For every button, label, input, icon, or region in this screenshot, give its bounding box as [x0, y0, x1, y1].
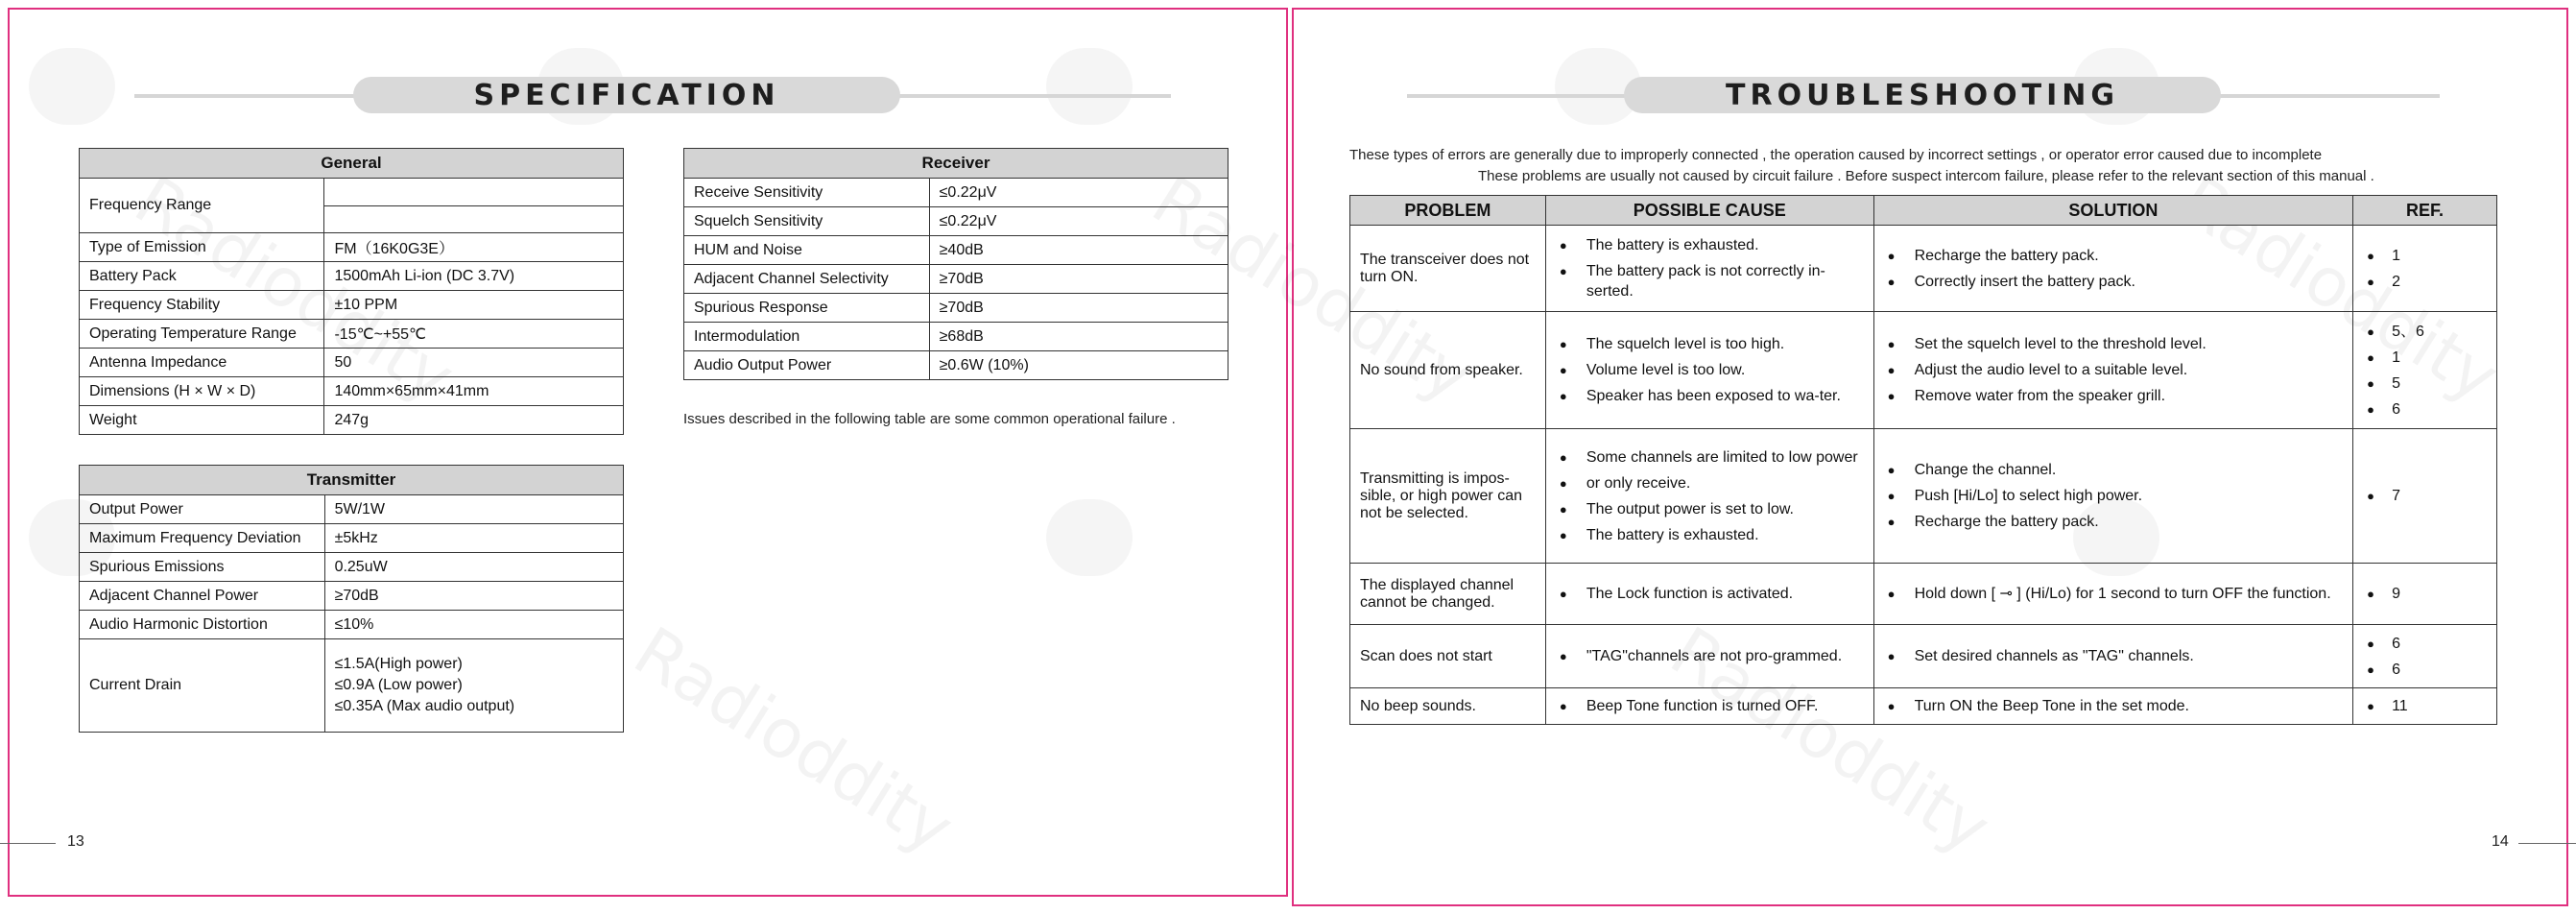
ref-item: ● 1 — [2363, 246, 2487, 266]
solution-item: ● Remove water from the speaker grill. — [1884, 386, 2343, 406]
page-edge-rule — [0, 843, 56, 844]
spec-value: ≥68dB — [929, 323, 1228, 351]
watermark-logo-icon — [1046, 499, 1133, 576]
spec-value: 1500mAh Li-ion (DC 3.7V) — [324, 262, 624, 291]
solution-item: ● Correctly insert the battery pack. — [1884, 272, 2343, 292]
spec-value: 5W/1W — [324, 495, 623, 524]
problem-cell: The transceiver does not turn ON. — [1350, 226, 1546, 312]
page-edge-rule — [2518, 843, 2576, 844]
spec-label: Adjacent Channel Power — [80, 582, 325, 611]
solution-item: ● Recharge the battery pack. — [1884, 246, 2343, 266]
cause-header: POSSIBLE CAUSE — [1545, 196, 1873, 226]
cause-item: ● Some channels are limited to low power — [1556, 447, 1864, 468]
spec-label: Frequency Stability — [80, 291, 324, 320]
spec-value: ≥0.6W (10%) — [929, 351, 1228, 380]
solution-cell — [1873, 226, 2352, 312]
ref-cell — [2353, 688, 2497, 725]
receiver-caption: Issues described in the following table are some common operational failure . — [683, 411, 1176, 427]
solution-item: ● Turn ON the Beep Tone in the set mode. — [1884, 696, 2343, 716]
cause-cell — [1545, 688, 1873, 725]
spec-value: ≥70dB — [929, 265, 1228, 294]
solution-item: ● Hold down [ ⊸ ] (Hi/Lo) for 1 second to turn OFF the function. — [1884, 584, 2343, 604]
page-number: 13 — [67, 833, 84, 850]
spec-value: ±10 PPM — [324, 291, 624, 320]
spec-value: -15℃~+55℃ — [324, 320, 624, 349]
cause-cell — [1545, 625, 1873, 688]
spec-label: Current Drain — [80, 639, 325, 733]
ref-item: ● 9 — [2363, 584, 2487, 604]
cause-item: ● The Lock function is activated. — [1556, 584, 1864, 604]
table-row — [1350, 688, 2497, 725]
current-drain-values — [324, 639, 623, 733]
table-row — [1350, 226, 2497, 312]
spec-label: Frequency Range — [80, 179, 324, 233]
left-page-frame — [8, 8, 1288, 897]
table-row — [1350, 564, 2497, 625]
solution-item: ● Change the channel. — [1884, 460, 2343, 480]
spec-label: Type of Emission — [80, 233, 324, 262]
solution-cell — [1873, 312, 2352, 429]
ref-item: ● 11 — [2363, 696, 2487, 716]
cause-item: ● The squelch level is too high. — [1556, 334, 1864, 354]
cause-cell — [1545, 226, 1873, 312]
spec-label: Weight — [80, 406, 324, 435]
cause-item: ● The output power is set to low. — [1556, 499, 1864, 519]
cause-item: ● The battery is exhausted. — [1556, 235, 1864, 255]
cause-cell — [1545, 429, 1873, 564]
spec-value: ±5kHz — [324, 524, 623, 553]
ref-header: REF. — [2353, 196, 2497, 226]
general-header: General — [80, 149, 624, 179]
spec-label: HUM and Noise — [684, 236, 930, 265]
spec-label: Dimensions (H × W × D) — [80, 377, 324, 406]
problem-cell: Scan does not start — [1350, 625, 1546, 688]
page-title: TROUBLESHOOTING — [1624, 77, 2221, 113]
spec-label: Squelch Sensitivity — [684, 207, 930, 236]
ref-item: ● 2 — [2363, 272, 2487, 292]
solution-item: ● Recharge the battery pack. — [1884, 512, 2343, 532]
ref-item: ● 6 — [2363, 660, 2487, 680]
cause-item: ● Speaker has been exposed to wa-ter. — [1556, 386, 1864, 406]
problem-cell: No sound from speaker. — [1350, 312, 1546, 429]
spec-label: Spurious Emissions — [80, 553, 325, 582]
page-title: SPECIFICATION — [353, 77, 900, 113]
cause-cell — [1545, 564, 1873, 625]
solution-item: ● Set desired channels as "TAG" channels. — [1884, 646, 2343, 666]
ref-item: ● 5 — [2363, 373, 2487, 394]
ref-item: ● 1 — [2363, 348, 2487, 368]
table-row — [1350, 429, 2497, 564]
spec-value: 247g — [324, 406, 624, 435]
problem-cell: Transmitting is impos-sible, or high power can not be selected. — [1350, 429, 1546, 564]
intro-line-2: These problems are usually not caused by circuit failure . Before suspect intercom failure, please refer to the relevant section of this manual . — [1478, 168, 2374, 184]
spec-value-blank — [324, 205, 624, 233]
spec-value — [324, 179, 624, 206]
troubleshooting-table — [1349, 195, 2497, 725]
ref-cell — [2353, 625, 2497, 688]
solution-item: ● Push [Hi/Lo] to select high power. — [1884, 486, 2343, 506]
cause-item: ● The battery pack is not correctly in-serted. — [1556, 261, 1864, 301]
intro-line-1: These types of errors are generally due to improperly connected , the operation caused by incorrect settings , or operator error caused due to incomplete — [1349, 147, 2323, 163]
cause-cell — [1545, 312, 1873, 429]
watermark-logo-icon — [29, 48, 115, 125]
page-number: 14 — [2492, 833, 2509, 850]
solution-cell — [1873, 564, 2352, 625]
spec-label: Maximum Frequency Deviation — [80, 524, 325, 553]
ref-item: ● 5、6 — [2363, 322, 2487, 342]
ref-cell — [2353, 429, 2497, 564]
ref-cell — [2353, 564, 2497, 625]
ref-item: ● 6 — [2363, 634, 2487, 654]
spec-label: Receive Sensitivity — [684, 179, 930, 207]
spec-label: Antenna Impedance — [80, 349, 324, 377]
specification-banner — [134, 77, 1171, 113]
cause-item: ● The battery is exhausted. — [1556, 525, 1864, 545]
table-row — [1350, 625, 2497, 688]
table-row — [1350, 312, 2497, 429]
general-spec-table — [79, 148, 624, 435]
ref-cell — [2353, 226, 2497, 312]
spec-value: ≥70dB — [929, 294, 1228, 323]
solution-item: ● Set the squelch level to the threshold level. — [1884, 334, 2343, 354]
troubleshooting-banner — [1407, 77, 2440, 113]
spec-value: ≥70dB — [324, 582, 623, 611]
solution-cell — [1873, 625, 2352, 688]
spec-value: 50 — [324, 349, 624, 377]
spec-value: 0.25uW — [324, 553, 623, 582]
spec-value: ≤0.22μV — [929, 179, 1228, 207]
spec-label: Intermodulation — [684, 323, 930, 351]
ref-item: ● 6 — [2363, 399, 2487, 420]
transmitter-header: Transmitter — [80, 466, 624, 495]
solution-cell — [1873, 429, 2352, 564]
ref-cell — [2353, 312, 2497, 429]
spec-value: ≤0.22μV — [929, 207, 1228, 236]
problem-header: PROBLEM — [1350, 196, 1546, 226]
spec-label: Output Power — [80, 495, 325, 524]
spec-label: Operating Temperature Range — [80, 320, 324, 349]
cause-item: ● or only receive. — [1556, 473, 1864, 493]
spec-label: Audio Harmonic Distortion — [80, 611, 325, 639]
solution-cell — [1873, 688, 2352, 725]
problem-cell: The displayed channel cannot be changed. — [1350, 564, 1546, 625]
receiver-spec-table — [683, 148, 1228, 380]
spec-value: FM（16K0G3E） — [324, 233, 624, 262]
cause-item: ● "TAG"channels are not pro-grammed. — [1556, 646, 1864, 666]
spec-value: ≤1.5A(High power) — [334, 656, 463, 672]
spec-value: ≥40dB — [929, 236, 1228, 265]
solution-item: ● Adjust the audio level to a suitable level. — [1884, 360, 2343, 380]
receiver-header: Receiver — [684, 149, 1228, 179]
spec-value: ≤0.35A (Max audio output) — [334, 698, 515, 714]
problem-cell: No beep sounds. — [1350, 688, 1546, 725]
spec-label: Adjacent Channel Selectivity — [684, 265, 930, 294]
spec-label: Battery Pack — [80, 262, 324, 291]
spec-value: ≤0.9A (Low power) — [334, 677, 463, 693]
cause-item: ● Beep Tone function is turned OFF. — [1556, 696, 1864, 716]
spec-label: Audio Output Power — [684, 351, 930, 380]
solution-header: SOLUTION — [1873, 196, 2352, 226]
spec-value: ≤10% — [324, 611, 623, 639]
spec-value: 140mm×65mm×41mm — [324, 377, 624, 406]
ref-item: ● 7 — [2363, 486, 2487, 506]
transmitter-spec-table — [79, 465, 624, 733]
cause-item: ● Volume level is too low. — [1556, 360, 1864, 380]
spec-label: Spurious Response — [684, 294, 930, 323]
